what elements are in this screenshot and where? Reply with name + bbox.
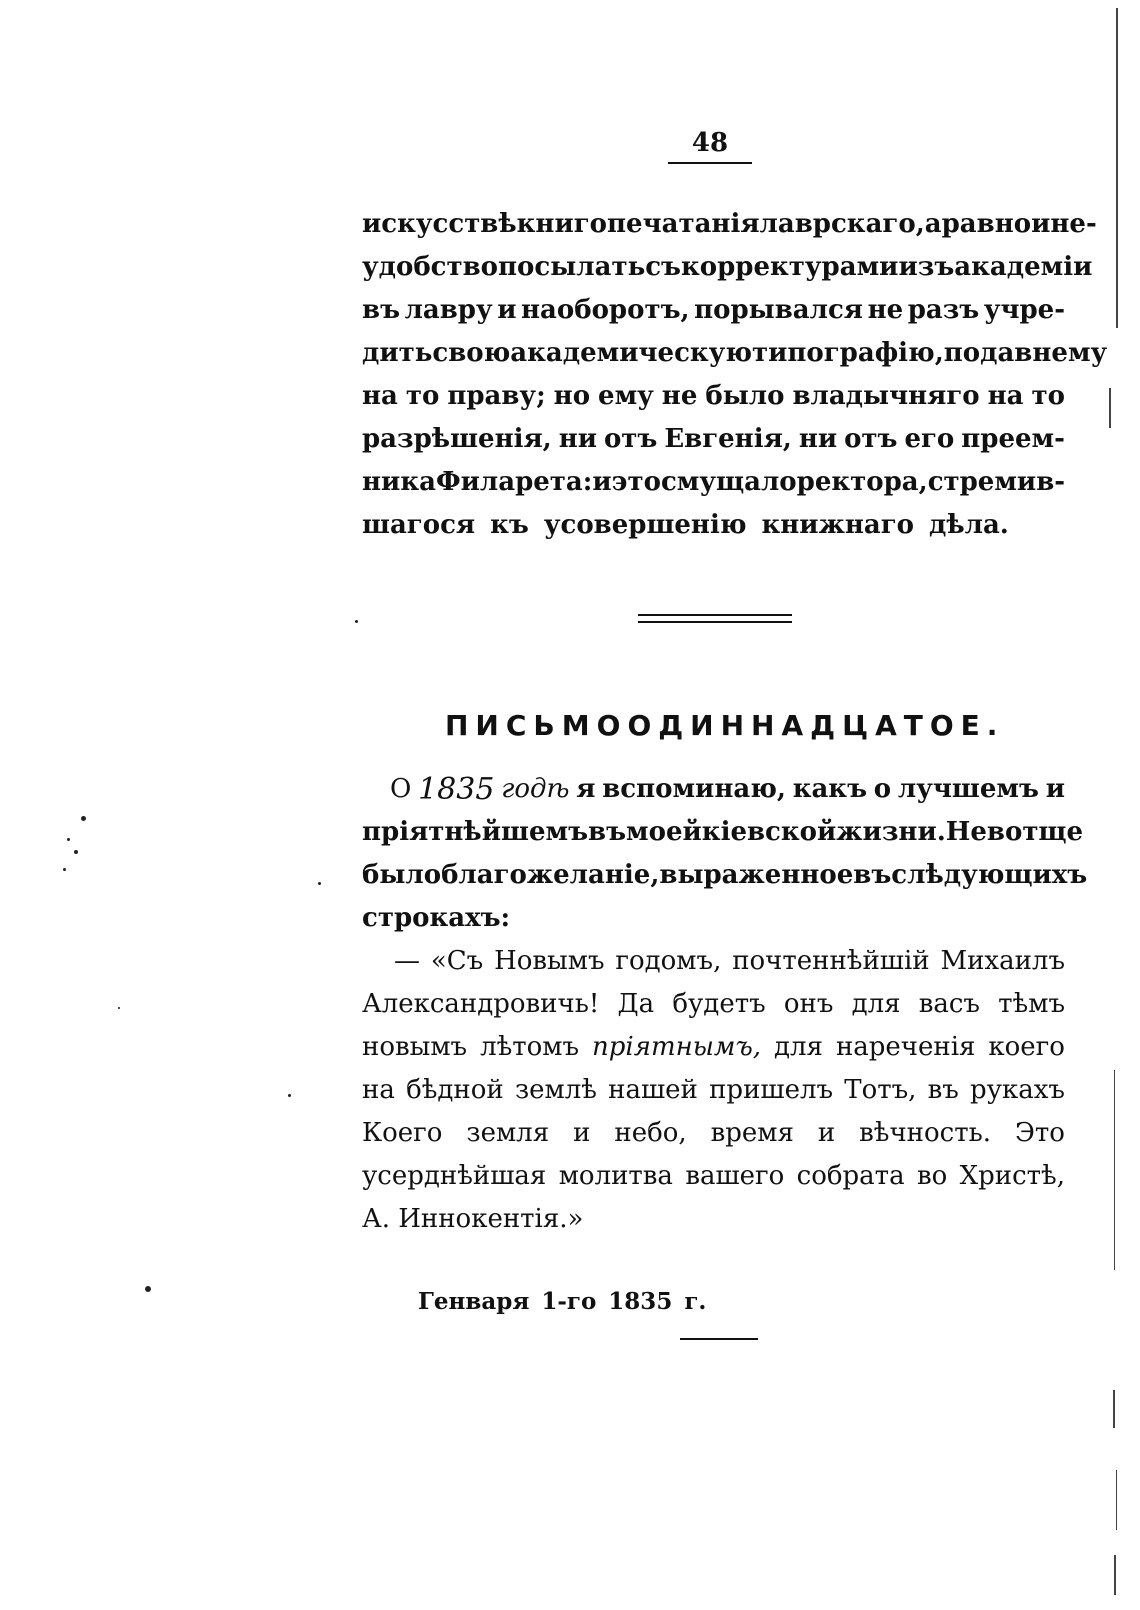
scan-speck xyxy=(74,850,78,854)
letter-title-word: ПИСЬМО xyxy=(445,709,628,742)
scan-edge-line xyxy=(1114,1555,1116,1595)
scan-speck xyxy=(145,1286,151,1292)
text-line: Александровичь! Да будетъ онъ для васъ тѣмъ xyxy=(362,989,1065,1019)
scan-speck xyxy=(67,838,70,841)
text-line: дить свою академическую типографію, по давнему xyxy=(362,338,1108,368)
continuation-paragraph xyxy=(362,203,1108,547)
text-line: Коего земля и небо, время и вѣчность. Это xyxy=(362,1118,1065,1148)
letter-title xyxy=(445,706,1005,746)
quoted-letter xyxy=(362,940,1065,1241)
page-number: 48 xyxy=(668,128,752,164)
text-line: пріятнѣйшемъ въ моей кіевской жизни. Не вотще xyxy=(362,817,1084,847)
text-line: усерднѣйшая молитва вашего собрата во Христѣ, xyxy=(362,1161,1065,1191)
intro-paragraph xyxy=(362,768,1088,940)
signature-line: А. Иннокентія.» xyxy=(362,1204,584,1234)
text-line: удобство посылать съ корректурами изъ академіи xyxy=(362,252,1093,282)
text-line: было благожеланіе, выраженное въ слѣдующихъ xyxy=(362,860,1088,890)
text-line: ника Филарета: и это смущало ректора, стремив- xyxy=(362,467,1066,497)
text-line: шагося къ усовершенію книжнаго дѣла. xyxy=(362,510,1009,540)
scan-speck xyxy=(63,868,66,871)
text-line: разрѣшенія, ни отъ Евгенія, ни отъ его преем- xyxy=(362,424,1065,454)
scan-edge-line xyxy=(1116,1470,1117,1530)
scan-speck xyxy=(81,816,86,821)
text-line: въ лавру и наоборотъ, порывался не разъ учре- xyxy=(362,295,1065,325)
scan-speck xyxy=(288,1094,291,1097)
text-line: новымъ лѣтомъ пріятнымъ, для нареченія коего xyxy=(362,1032,1065,1062)
letter-date: Генваря 1-го 1835 г. xyxy=(418,1288,707,1315)
scan-speck xyxy=(118,1007,120,1009)
scan-edge-line xyxy=(1113,1390,1115,1428)
scan-edge-line xyxy=(1109,388,1111,428)
letter-title-word: ОДИННАДЦАТОЕ. xyxy=(627,709,1005,742)
scan-speck xyxy=(355,620,358,623)
scan-speck xyxy=(318,882,321,885)
section-divider-double xyxy=(638,614,792,623)
text-line: О 1835 годѣ я вспоминаю, какъ о лучшемъ и xyxy=(390,772,1065,807)
text-line: на бѣдной землѣ нашей пришелъ Тотъ, въ рукахъ xyxy=(362,1075,1065,1105)
scan-edge-line xyxy=(1114,1070,1115,1270)
text-line: на то праву; но ему не было владычняго на то xyxy=(362,381,1065,411)
text-line: искусствѣ книгопечатанія лаврскаго, а равно и не- xyxy=(362,209,1097,239)
text-line: — «Съ Новымъ годомъ, почтеннѣйшій Михаилъ xyxy=(394,946,1065,976)
scan-edge-line xyxy=(1116,8,1118,328)
text-line: строкахъ: xyxy=(362,903,511,933)
end-rule xyxy=(680,1338,758,1340)
